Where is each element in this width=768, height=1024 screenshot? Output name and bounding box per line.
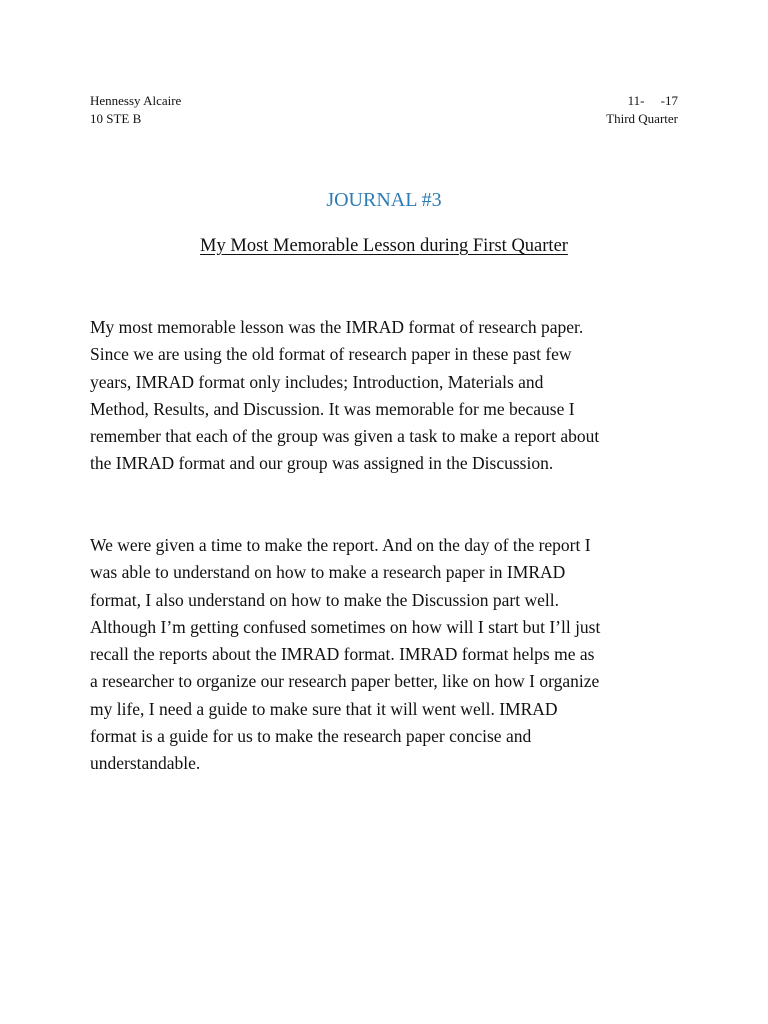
paragraph-line: My most memorable lesson was the IMRAD format of research paper.	[90, 317, 584, 337]
paragraph-line: Method, Results, and Discussion. It was memorable for me because I	[90, 398, 575, 419]
student-section: 10 STE B	[90, 111, 142, 126]
paragraph-1	[90, 314, 690, 478]
journal-title: JOURNAL #3	[326, 189, 442, 211]
paragraph-line: years, IMRAD format only includes; Introduction, Materials and	[90, 371, 544, 392]
paragraph-line: format is a guide for us to make the research paper concise and	[90, 726, 532, 747]
entry-date: 11- -17	[627, 93, 678, 108]
header-row-1	[90, 92, 678, 110]
student-name: Hennessy Alcaire	[90, 93, 182, 108]
header-row-2	[90, 110, 678, 128]
paragraph-2	[90, 532, 690, 778]
paragraph-line: the IMRAD format and our group was assigned in the Discussion.	[90, 453, 554, 474]
paragraph-line: Since we are using the old format of research paper in these past few	[90, 344, 572, 365]
paragraph-line: We were given a time to make the report. And on the day of the report I	[90, 535, 591, 555]
paragraph-line: recall the reports about the IMRAD format. IMRAD format helps me as	[90, 644, 595, 665]
paragraph-line: remember that each of the group was given a task to make a report about	[90, 426, 600, 447]
paragraph-line: my life, I need a guide to make sure that it will went well. IMRAD	[90, 698, 558, 719]
paragraph-line: a researcher to organize our research paper better, like on how I organize	[90, 671, 600, 692]
paragraph-line: understandable.	[90, 753, 201, 774]
paragraph-line: Although I’m getting confused sometimes on how will I start but I’ll just	[90, 616, 601, 637]
document-header	[90, 92, 678, 128]
paragraph-line: format, I also understand on how to make the Discussion part well.	[90, 589, 559, 610]
lesson-title-block	[0, 233, 768, 259]
lesson-title: My Most Memorable Lesson during First Quarter	[200, 236, 568, 256]
paragraph-line: was able to understand on how to make a research paper in IMRAD	[90, 562, 566, 583]
quarter-label: Third Quarter	[606, 111, 678, 126]
